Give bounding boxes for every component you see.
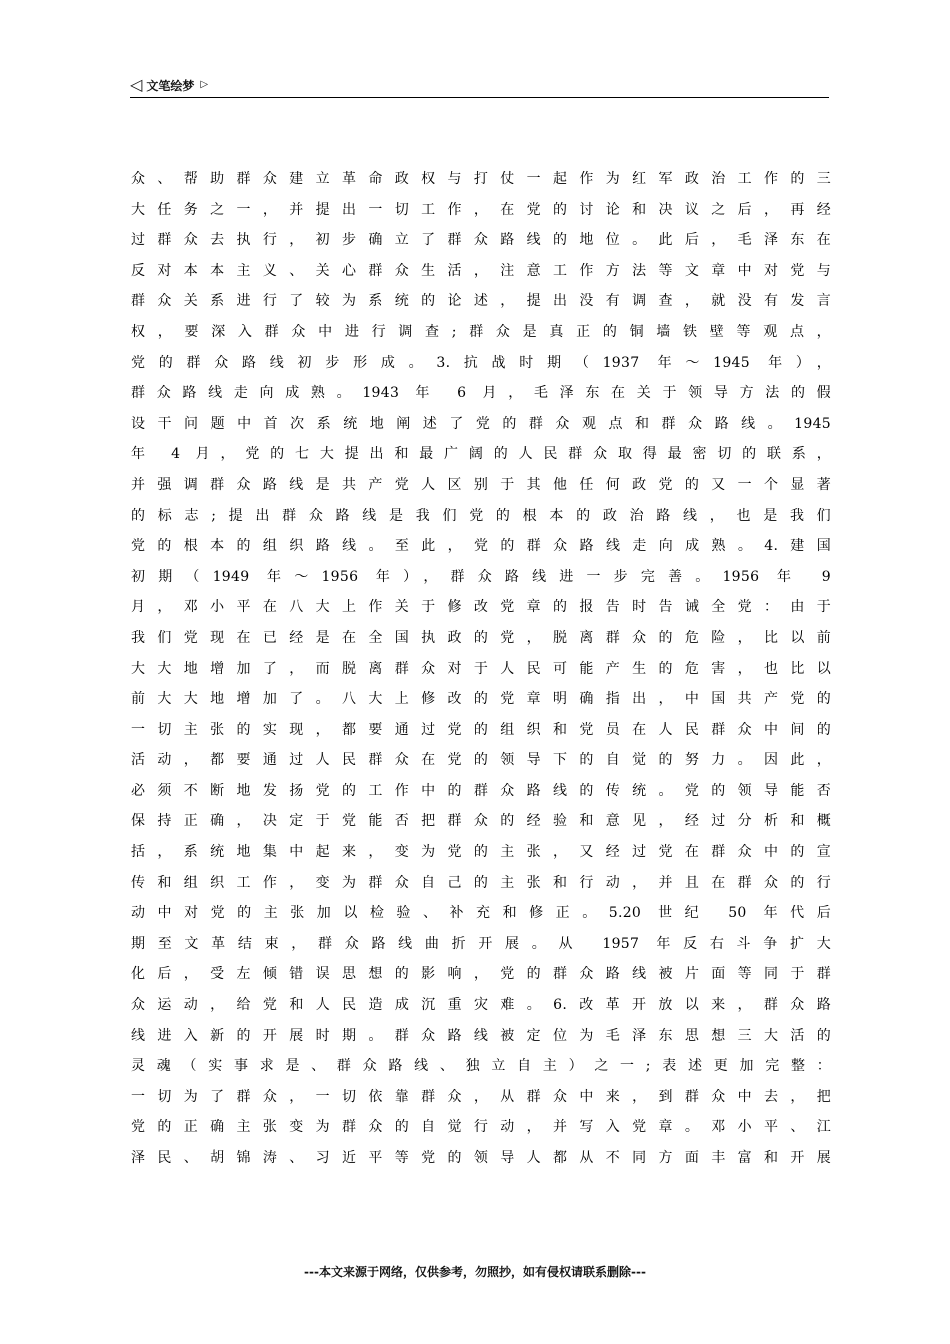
text-line: 大任务之一，并提出一切工作，在党的讨论和决议之后，再经 [131,201,831,218]
text-line: 反对本本主义、关心群众生活，注意工作方法等文章中对党与 [131,262,831,279]
page-header [130,74,208,96]
right-triangle-icon: ▷ [200,79,209,90]
text-line: 动中对党的主张加以检验、补充和修正。5.20 世纪 50 年代后 [131,905,831,922]
text-line: 化后，受左倾错误思想的影响，党的群众路线被片面等同于群 [131,966,831,983]
text-line: 月，邓小平在八大上作关于修改党章的报告时告诫全党：由于 [131,599,831,616]
text-line: 群众关系进行了较为系统的论述，提出没有调查，就没有发言 [131,293,831,310]
text-line: 的标志;提出群众路线是我们党的根本的政治路线，也是我们 [131,507,831,524]
text-line: 众、帮助群众建立革命政权与打仗一起作为红军政治工作的三 [131,171,831,187]
text-line: 党的根本的组织路线。至此，党的群众路线走向成熟。4.建国 [131,538,831,555]
text-line: 党的正确主张变为群众的自觉行动，并写入党章。邓小平、江 [131,1119,831,1136]
text-line: 众运动，给党和人民造成沉重灾难。6.改革开放以来，群众路 [131,997,831,1014]
text-line: 括，系统地集中起来，变为党的主张，又经过党在群众中的宣 [131,844,831,861]
text-line: 党的群众路线初步形成。3.抗战时期（1937 年～1945 年）， [131,354,831,371]
text-line: 大大地增加了，而脱离群众对于人民可能产生的危害，也比以 [131,660,831,677]
header-title: 文笔绘梦 [146,78,195,93]
text-line: 一切为了群众，一切依靠群众，从群众中来，到群众中去，把 [131,1088,831,1105]
text-line: 群众路线走向成熟。1943 年 6 月，毛泽东在关于领导方法的假 [131,385,831,402]
text-line: 年 4 月，党的七大提出和最广阔的人民群众取得最密切的联系， [131,446,831,463]
text-line: 线进入新的开展时期。群众路线被定位为毛泽东思想三大活的 [131,1027,831,1044]
footer-disclaimer: ---本文来源于网络，仅供参考，勿照抄，如有侵权请联系删除--- [304,1265,646,1279]
text-line: 设干问题中首次系统地阐述了党的群众观点和群众路线。1945 [131,415,831,432]
header-divider [130,97,829,98]
text-line: 活动，都要通过人民群众在党的领导下的自觉的努力。因此， [131,752,831,769]
text-line: 传和组织工作，变为群众自己的主张和行动，并且在群众的行 [131,874,831,891]
text-line: 过群众去执行，初步确立了群众路线的地位。此后，毛泽东在 [131,232,831,249]
text-line: 我们党现在已经是在全国执政的党，脱离群众的危险，比以前 [131,629,831,646]
text-line: 初期（1949 年～1956 年），群众路线进一步完善。1956 年 9 [131,568,831,585]
text-line: 必须不断地发扬党的工作中的群众路线的传统。党的领导能否 [131,782,831,799]
body-text [131,164,831,1174]
text-line: 权，要深入群众中进行调查;群众是真正的铜墙铁壁等观点， [131,323,831,340]
text-line: 灵魂（实事求是、群众路线、独立自主）之一;表述更加完整： [131,1058,831,1075]
text-line: 前大大地增加了。八大上修改的党章明确指出，中国共产党的 [131,691,831,708]
text-line: 一切主张的实现，都要通过党的组织和党员在人民群众中间的 [131,721,831,738]
text-line: 泽民、胡锦涛、习近平等党的领导人都从不同方面丰富和开展 [131,1150,831,1166]
text-line: 并强调群众路线是共产党人区别于其他任何政党的又一个显著 [131,476,831,493]
text-line: 保持正确，决定于党能否把群众的经验和意见，经过分析和概 [131,813,831,830]
text-line: 期至文革结束，群众路线曲折开展。从 1957 年反右斗争扩大 [131,935,831,952]
left-triangle-icon: ◁ [130,75,143,94]
